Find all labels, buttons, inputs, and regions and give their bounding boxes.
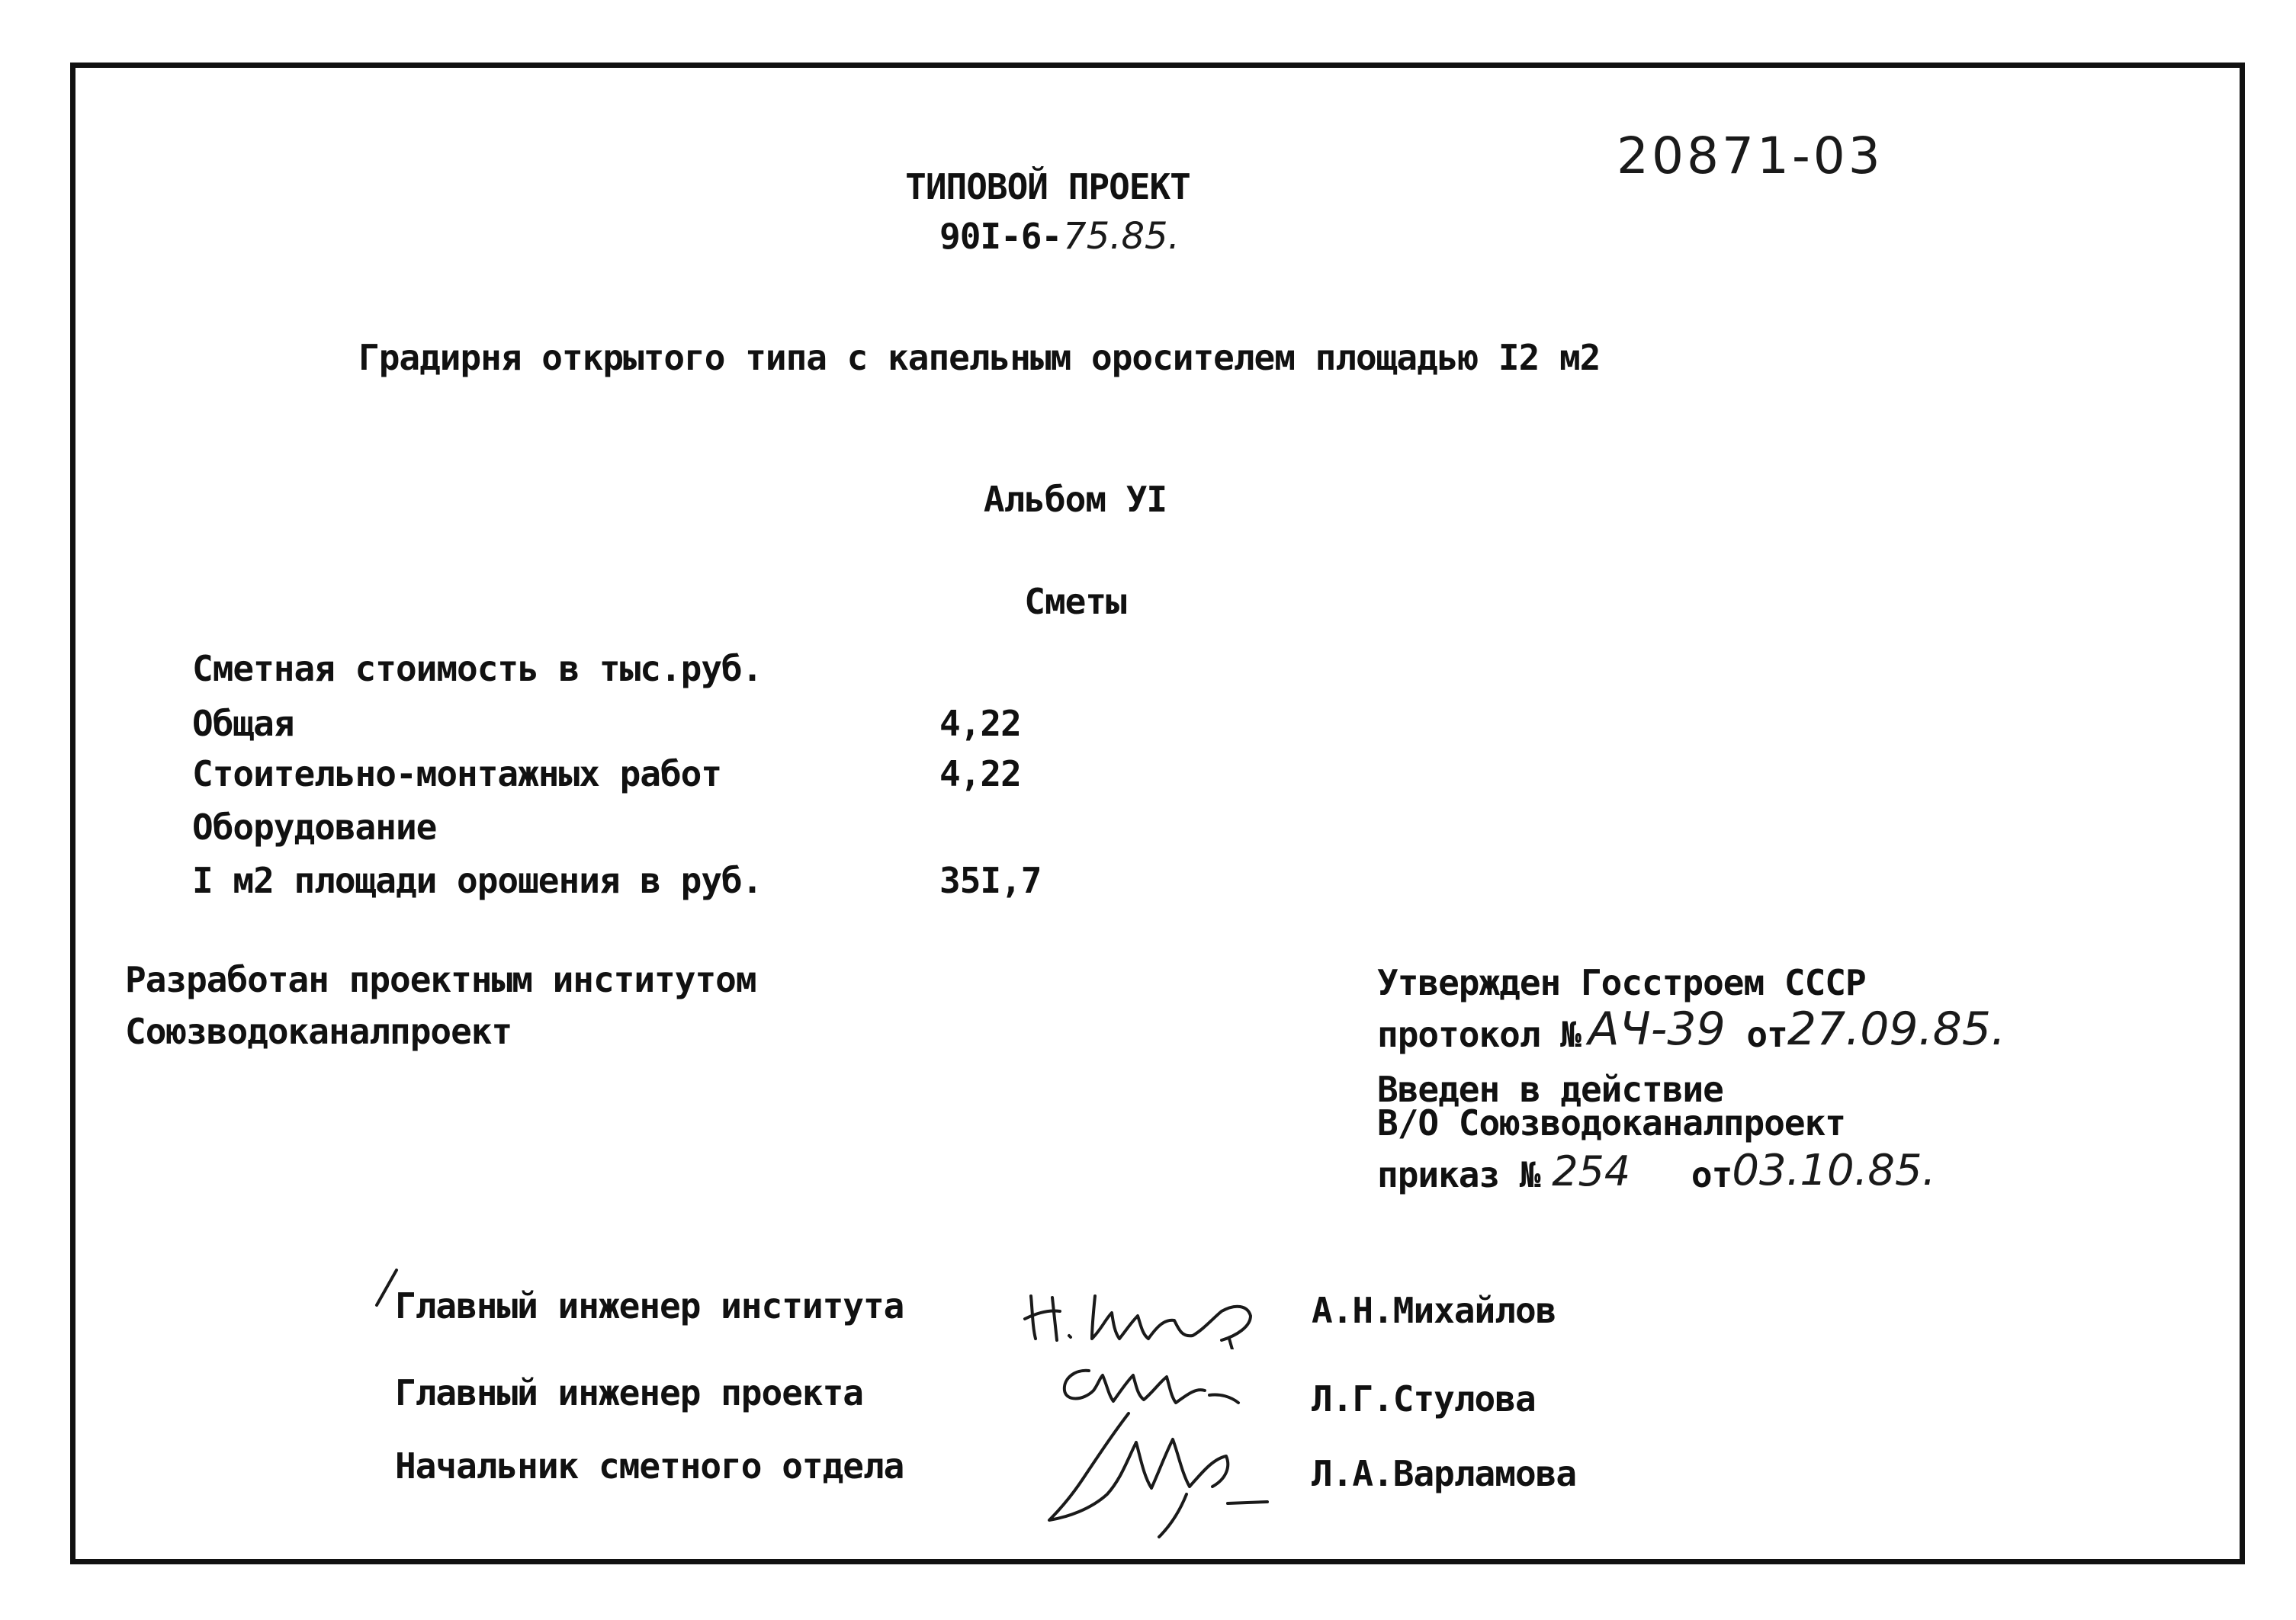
order-number: 254	[1552, 1147, 1631, 1195]
approval-order	[1377, 1146, 1936, 1195]
signatory-name: Л.Г.Стулова	[1312, 1378, 1536, 1420]
protocol-date: 27.09.85.	[1787, 1002, 2006, 1056]
signatory-position: Главный инженер проекта	[395, 1372, 863, 1413]
protocol-number: АЧ-39	[1588, 1002, 1726, 1056]
cost-row-label: Стоительно-монтажных работ	[192, 753, 722, 794]
cost-row-value: 4,22	[939, 753, 1021, 794]
order-prefix: приказ №	[1377, 1154, 1540, 1195]
approval-line1: Утвержден Госстроем СССР	[1377, 962, 1866, 1003]
signatory-position: Главный инженер института	[395, 1285, 904, 1326]
signatory-name: А.Н.Михайлов	[1312, 1290, 1556, 1331]
archive-number: 20871-03	[1617, 127, 1883, 185]
signatory-name: Л.А.Варламова	[1312, 1453, 1577, 1494]
cost-row-label: I м2 площади орошения в руб.	[192, 860, 763, 901]
cost-row-value: 35I,7	[939, 860, 1042, 901]
project-number-printed: 90I-6-	[939, 216, 1062, 257]
cost-row-label: Оборудование	[192, 807, 437, 848]
project-title: Градирня открытого типа с капельным оросителем площадью I2 м2	[358, 337, 1601, 378]
order-date: 03.10.85.	[1732, 1146, 1936, 1195]
cost-row-label: Общая	[192, 703, 294, 744]
signature-head-estimate-department	[1037, 1403, 1281, 1540]
document-type-heading: ТИПОВОЙ ПРОЕКТ	[905, 166, 1190, 207]
project-number	[939, 215, 1180, 258]
developer-line2: Союзводоканалпроект	[125, 1011, 512, 1052]
approval-line3: Введен в действие	[1377, 1069, 1723, 1110]
album-label: Альбом УI	[983, 479, 1167, 520]
approval-protocol	[1377, 1002, 2006, 1056]
protocol-date-prefix: от	[1746, 1014, 1787, 1055]
cost-heading: Сметная стоимость в тыс.руб.	[192, 648, 763, 689]
protocol-prefix: протокол №	[1377, 1014, 1581, 1055]
developer-line1: Разработан проектным институтом	[125, 959, 756, 1000]
project-number-handwritten: 75.85.	[1063, 215, 1180, 258]
signatory-position: Начальник сметного отдела	[395, 1445, 904, 1487]
order-date-prefix: от	[1691, 1154, 1732, 1195]
section-label: Сметы	[1024, 581, 1126, 622]
approval-line4: В/О Союзводоканалпроект	[1377, 1102, 1845, 1144]
signature-chief-engineer-institute	[1022, 1266, 1266, 1349]
cost-row-value: 4,22	[939, 703, 1021, 744]
